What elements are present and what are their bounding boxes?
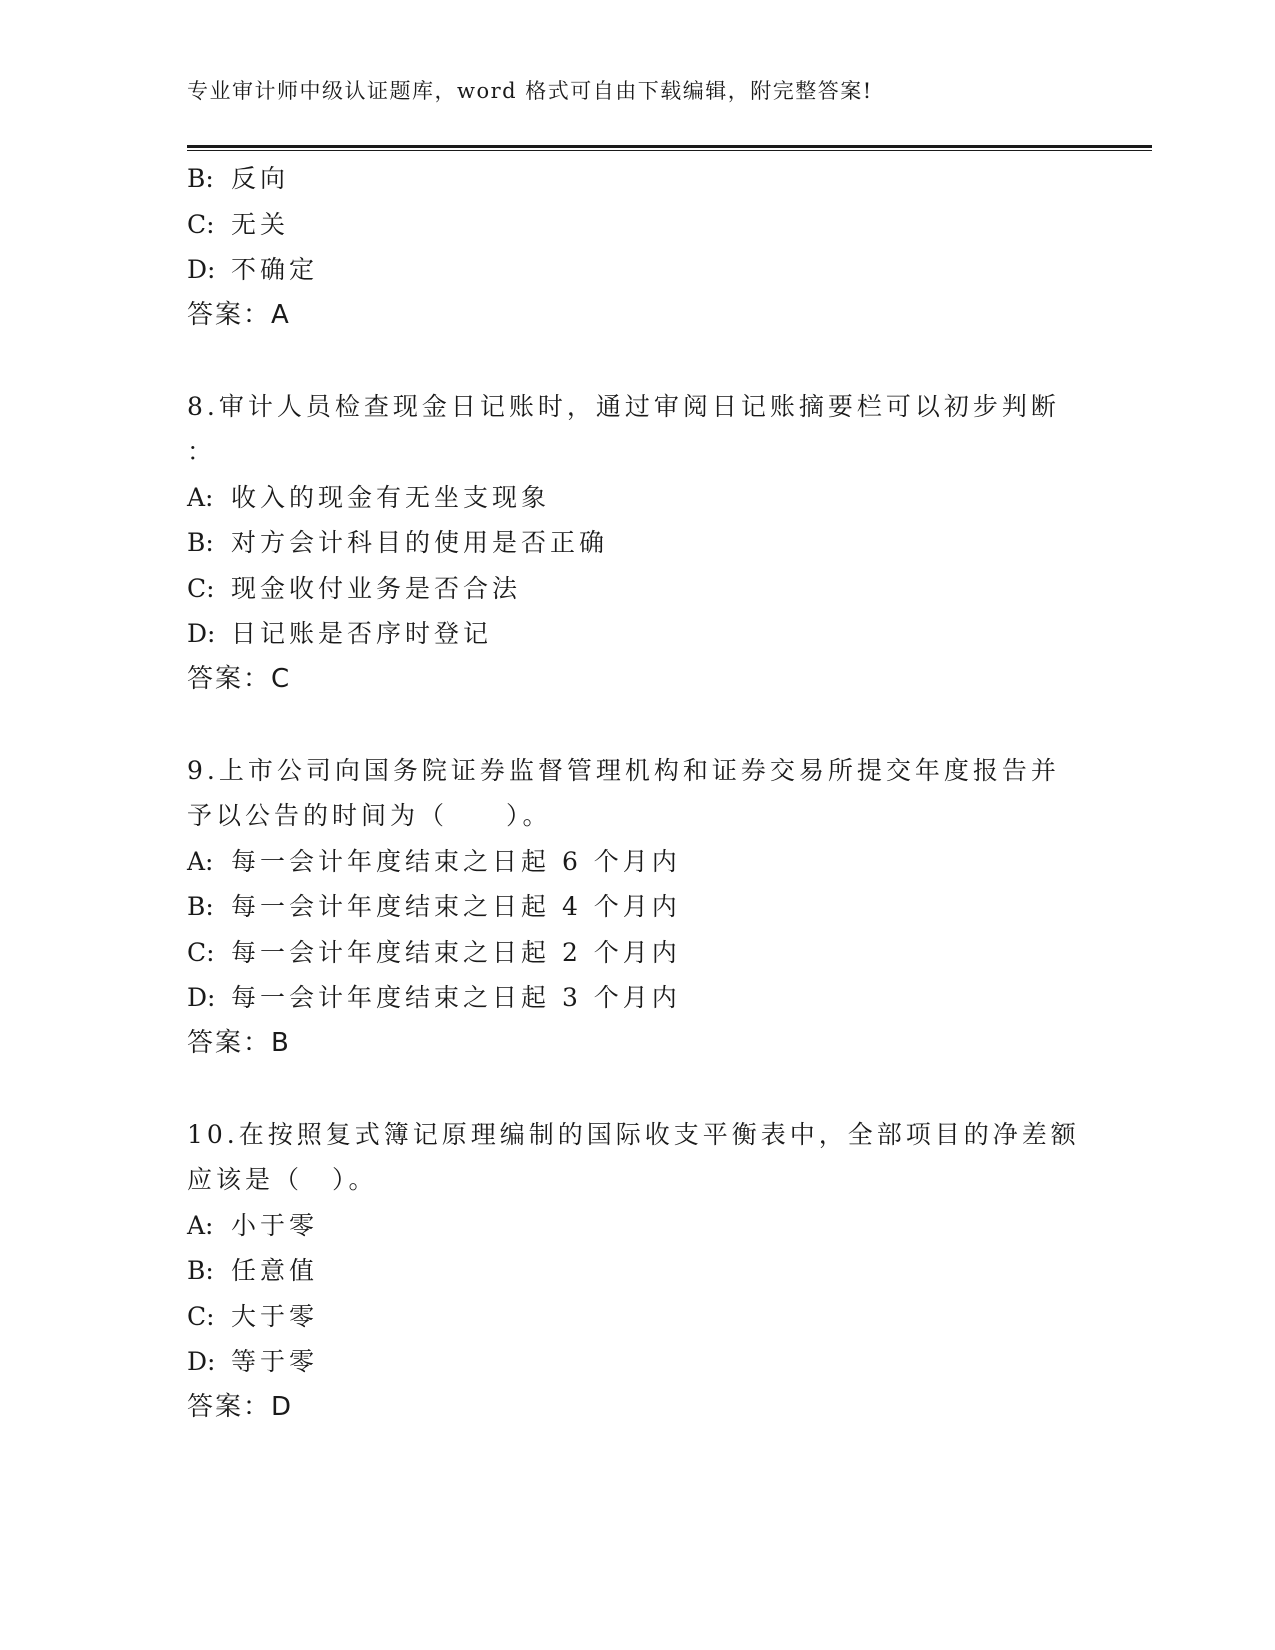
option-text: 每一会计年度结束之日起 2 个月内 — [231, 937, 681, 967]
option-letter: D: — [187, 619, 216, 648]
question-9 — [187, 748, 1087, 1067]
option-letter: A: — [187, 846, 214, 876]
option-a — [187, 475, 1087, 521]
document-body — [187, 156, 1087, 1430]
option-text: 每一会计年度结束之日起 3 个月内 — [231, 983, 681, 1012]
option-letter: B: — [187, 1256, 214, 1285]
option-text: 对方会计科目的使用是否正确 — [231, 528, 609, 557]
question-stem-line: 9.上市公司向国务院证券监督管理机构和证券交易所提交年度报告并 — [187, 755, 1060, 785]
option-letter: B: — [187, 164, 214, 193]
option-b — [187, 1248, 1087, 1294]
question-stem-line: 予以公告的时间为（ ）。 — [187, 801, 552, 830]
option-text: 收入的现金有无坐支现象 — [231, 482, 551, 512]
option-letter: A: — [187, 482, 214, 512]
question-10 — [187, 1112, 1087, 1431]
question-8 — [187, 384, 1087, 703]
option-text: 现金收付业务是否合法 — [231, 573, 522, 603]
question-stem-line: 应该是（ ）。 — [187, 1165, 378, 1194]
option-letter: C: — [187, 1301, 215, 1331]
spacer — [187, 338, 1087, 384]
spacer — [187, 702, 1087, 748]
option-text: 日记账是否序时登记 — [231, 619, 493, 648]
spacer — [187, 1066, 1087, 1112]
question-stem-line: 8.审计人员检查现金日记账时，通过审阅日记账摘要栏可以初步判断 — [187, 391, 1060, 421]
option-text: 小于零 — [231, 1210, 319, 1240]
option-b — [187, 884, 1087, 930]
option-d — [187, 247, 1087, 293]
header-divider — [187, 145, 1152, 152]
option-c — [187, 1294, 1087, 1340]
option-c — [187, 566, 1087, 612]
option-text: 等于零 — [231, 1347, 319, 1376]
answer-line: 答案：D — [187, 1391, 294, 1422]
answer-line: 答案：A — [187, 299, 291, 330]
option-letter: C: — [187, 573, 215, 603]
option-b — [187, 156, 1087, 202]
option-text: 不确定 — [231, 255, 319, 284]
option-letter: D: — [187, 255, 216, 284]
option-letter: B: — [187, 528, 214, 557]
answer-line: 答案：C — [187, 663, 292, 694]
option-letter: A: — [187, 1210, 214, 1240]
option-text: 任意值 — [231, 1256, 319, 1285]
option-text: 每一会计年度结束之日起 4 个月内 — [231, 892, 681, 921]
option-text: 大于零 — [231, 1301, 319, 1331]
option-d — [187, 1339, 1087, 1385]
option-letter: D: — [187, 1347, 216, 1376]
option-letter: C: — [187, 209, 215, 239]
question-stem-line: 10.在按照复式簿记原理编制的国际收支平衡表中，全部项目的净差额 — [187, 1119, 1080, 1149]
option-b — [187, 520, 1087, 566]
option-letter: B: — [187, 892, 214, 921]
answer-line: 答案：B — [187, 1027, 291, 1058]
option-text: 无关 — [231, 209, 290, 239]
option-letter: D: — [187, 983, 216, 1012]
option-c — [187, 202, 1087, 248]
option-c — [187, 930, 1087, 976]
question-7-continued — [187, 156, 1087, 338]
option-text: 反向 — [231, 164, 290, 193]
option-a — [187, 839, 1087, 885]
header-divider-thick — [187, 145, 1152, 148]
option-a — [187, 1203, 1087, 1249]
header-divider-thin — [187, 150, 1152, 151]
page-header: 专业审计师中级认证题库，word 格式可自由下载编辑，附完整答案! — [187, 79, 873, 103]
option-letter: C: — [187, 937, 215, 967]
option-text: 每一会计年度结束之日起 6 个月内 — [231, 846, 681, 876]
option-d — [187, 611, 1087, 657]
option-d — [187, 975, 1087, 1021]
question-stem-line: ： — [187, 437, 217, 466]
